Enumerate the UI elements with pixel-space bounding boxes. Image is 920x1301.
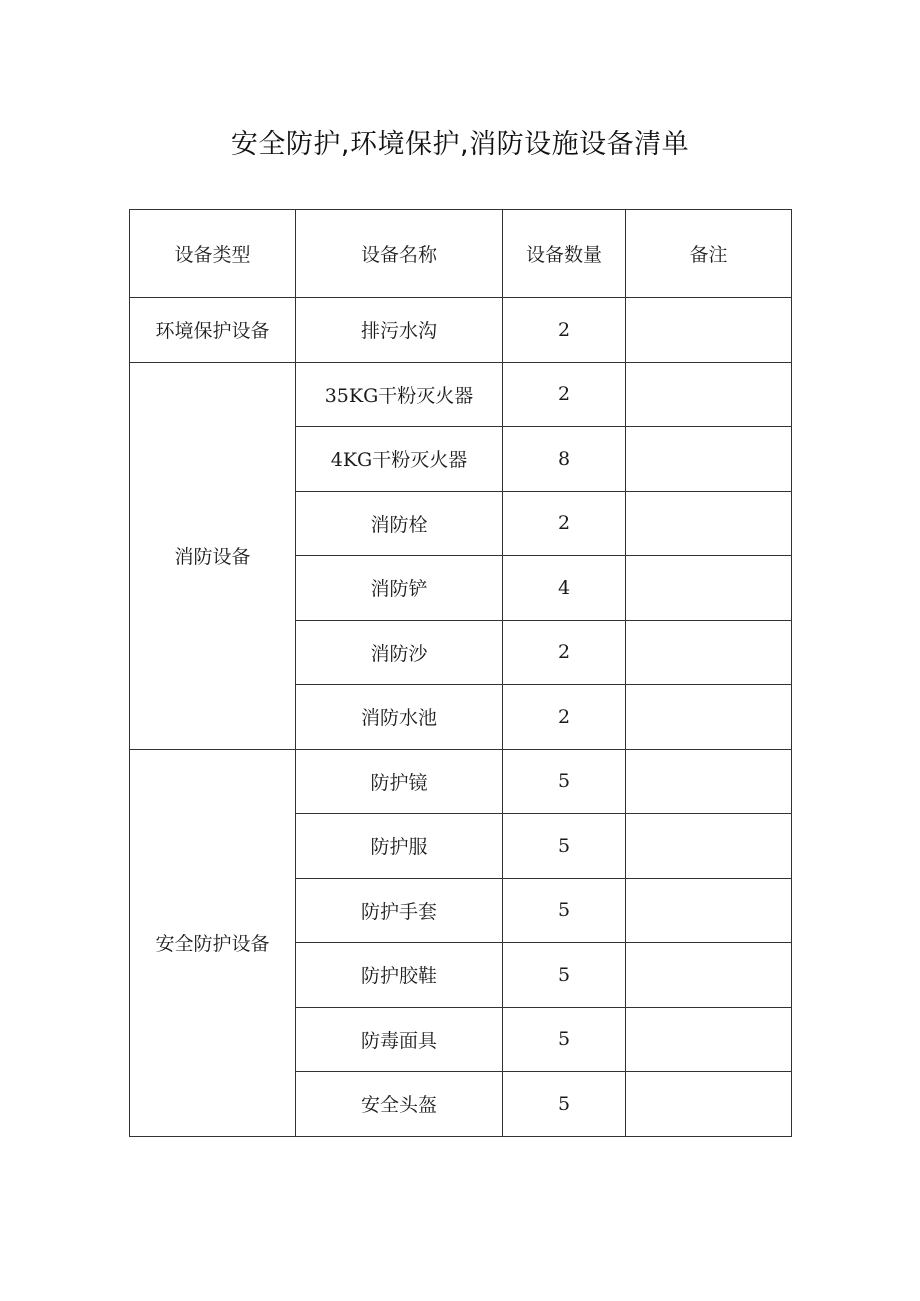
category-cell: 消防设备 bbox=[130, 362, 296, 749]
equipment-table bbox=[129, 209, 792, 1137]
item-note-cell bbox=[626, 298, 792, 363]
item-note-cell bbox=[626, 620, 792, 685]
item-qty-cell: 5 bbox=[503, 878, 626, 943]
item-name-cell: 消防水池 bbox=[296, 685, 503, 750]
item-name-cell: 防护手套 bbox=[296, 878, 503, 943]
item-name-cell: 消防铲 bbox=[296, 556, 503, 621]
item-note-cell bbox=[626, 362, 792, 427]
item-name-cell: 防护服 bbox=[296, 814, 503, 879]
item-name-cell: 防毒面具 bbox=[296, 1007, 503, 1072]
item-qty-cell: 5 bbox=[503, 749, 626, 814]
item-qty-cell: 2 bbox=[503, 685, 626, 750]
item-qty-cell: 5 bbox=[503, 814, 626, 879]
item-qty-cell: 2 bbox=[503, 620, 626, 685]
item-note-cell bbox=[626, 427, 792, 492]
item-note-cell bbox=[626, 1007, 792, 1072]
table-row bbox=[130, 362, 792, 427]
item-qty-cell: 8 bbox=[503, 427, 626, 492]
header-name: 设备名称 bbox=[296, 210, 503, 298]
item-note-cell bbox=[626, 685, 792, 750]
item-name-cell: 防护镜 bbox=[296, 749, 503, 814]
item-note-cell bbox=[626, 556, 792, 621]
category-cell: 环境保护设备 bbox=[130, 298, 296, 363]
item-name-cell: 消防栓 bbox=[296, 491, 503, 556]
item-note-cell bbox=[626, 491, 792, 556]
item-name-cell: 4KG干粉灭火器 bbox=[296, 427, 503, 492]
header-category: 设备类型 bbox=[130, 210, 296, 298]
header-note: 备注 bbox=[626, 210, 792, 298]
item-note-cell bbox=[626, 749, 792, 814]
table-header-row bbox=[130, 210, 792, 298]
table-row bbox=[130, 298, 792, 363]
item-qty-cell: 2 bbox=[503, 362, 626, 427]
item-name-cell: 防护胶鞋 bbox=[296, 943, 503, 1008]
item-qty-cell: 5 bbox=[503, 1072, 626, 1137]
item-name-cell: 安全头盔 bbox=[296, 1072, 503, 1137]
category-cell: 安全防护设备 bbox=[130, 749, 296, 1136]
item-note-cell bbox=[626, 814, 792, 879]
table-row bbox=[130, 749, 792, 814]
item-name-cell: 排污水沟 bbox=[296, 298, 503, 363]
item-qty-cell: 4 bbox=[503, 556, 626, 621]
item-note-cell bbox=[626, 1072, 792, 1137]
item-qty-cell: 5 bbox=[503, 1007, 626, 1072]
header-quantity: 设备数量 bbox=[503, 210, 626, 298]
item-qty-cell: 5 bbox=[503, 943, 626, 1008]
page-title: 安全防护,环境保护,消防设施设备清单 bbox=[230, 129, 690, 160]
item-name-cell: 消防沙 bbox=[296, 620, 503, 685]
item-note-cell bbox=[626, 878, 792, 943]
item-name-cell: 35KG干粉灭火器 bbox=[296, 362, 503, 427]
item-qty-cell: 2 bbox=[503, 298, 626, 363]
item-qty-cell: 2 bbox=[503, 491, 626, 556]
item-note-cell bbox=[626, 943, 792, 1008]
